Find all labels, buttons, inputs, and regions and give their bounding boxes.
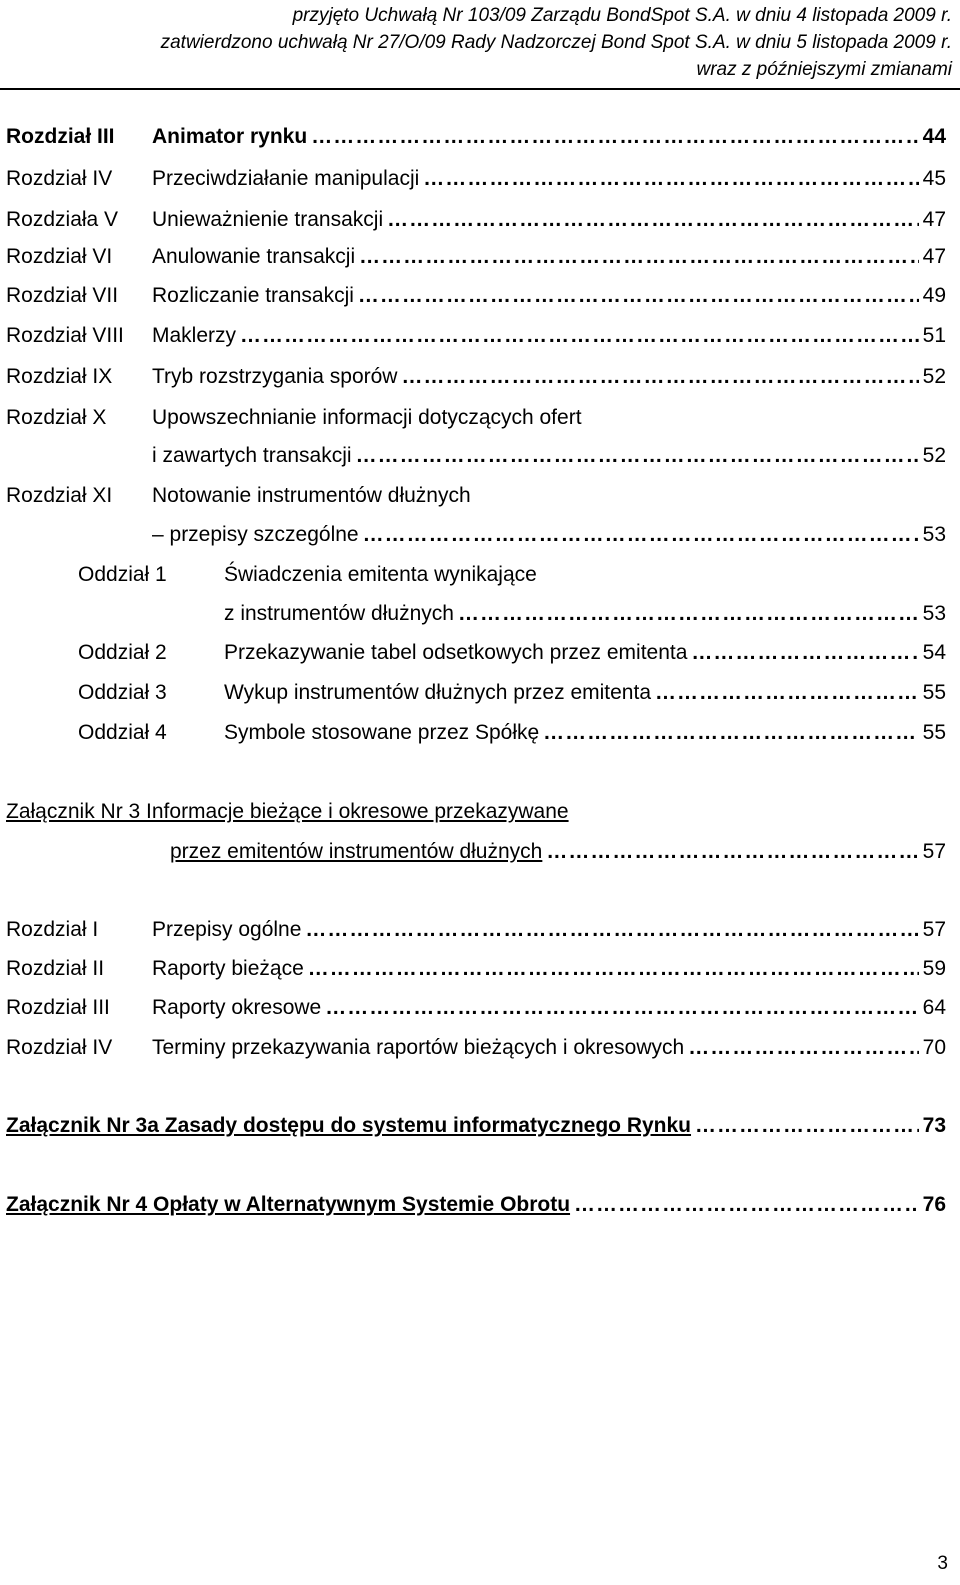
toc-label: Rozdziała V — [6, 208, 119, 231]
toc-page: 54 — [922, 641, 946, 664]
toc-page: 57 — [922, 918, 946, 941]
toc-label: Rozdział IV — [6, 1036, 113, 1059]
toc-leader — [423, 162, 918, 196]
toc-page: 53 — [922, 523, 946, 546]
toc-leader — [401, 360, 918, 394]
toc-page: 52 — [922, 365, 946, 388]
toc-label: Rozdział III — [6, 996, 110, 1019]
toc-entry[interactable] — [78, 636, 946, 670]
toc-title: i zawartych transakcji — [152, 444, 352, 467]
toc-title: przez emitentów instrumentów dłużnych — [170, 840, 543, 863]
toc-label: Rozdział I — [6, 918, 99, 941]
toc-label: Oddział 3 — [78, 681, 167, 704]
toc-page: 49 — [922, 284, 946, 307]
toc-leader — [691, 636, 918, 670]
toc-label: Rozdział XI — [6, 484, 113, 507]
toc-appendix-entry[interactable] — [6, 1188, 946, 1222]
toc-leader — [574, 1188, 919, 1222]
toc-label: Rozdział VII — [6, 284, 119, 307]
toc-leader — [305, 913, 918, 947]
toc-leader — [543, 716, 918, 750]
toc-entry[interactable] — [78, 558, 946, 592]
toc-title: Symbole stosowane przez Spółkę — [224, 721, 540, 744]
toc-entry[interactable] — [6, 360, 946, 394]
toc-title: Raporty bieżące — [152, 957, 304, 980]
toc-entry[interactable] — [6, 203, 946, 237]
toc-title: Przekazywanie tabel odsetkowych przez emitenta — [224, 641, 688, 664]
toc-entry[interactable] — [6, 162, 946, 196]
toc-leader — [308, 952, 919, 986]
toc-label: Rozdział IX — [6, 365, 113, 388]
toc-title: Rozliczanie transakcji — [152, 284, 354, 307]
toc-page: 73 — [922, 1114, 946, 1137]
toc-entry[interactable] — [6, 1031, 946, 1065]
toc-page: 45 — [922, 167, 946, 190]
toc-page: 76 — [922, 1193, 946, 1216]
toc-title: Notowanie instrumentów dłużnych — [152, 484, 471, 507]
toc-label: Oddział 2 — [78, 641, 167, 664]
toc-title: Wykup instrumentów dłużnych przez emitenta — [224, 681, 651, 704]
toc-entry[interactable] — [78, 597, 946, 631]
toc-entry[interactable] — [78, 716, 946, 750]
toc-title: Unieważnienie transakcji — [152, 208, 384, 231]
toc-title: Maklerzy — [152, 324, 237, 347]
toc-title: Tryb rozstrzygania sporów — [152, 365, 398, 388]
toc-title: Terminy przekazywania raportów bieżących i okresowych — [152, 1036, 685, 1059]
toc-entry[interactable] — [6, 240, 946, 274]
toc-page: 59 — [922, 957, 946, 980]
toc-leader — [387, 203, 919, 237]
toc-page: 47 — [922, 245, 946, 268]
toc-entry[interactable] — [6, 439, 946, 473]
toc-page: 52 — [922, 444, 946, 467]
toc-page: 57 — [922, 840, 946, 863]
toc-leader — [311, 120, 918, 154]
toc-leader — [688, 1031, 918, 1065]
toc-label: Rozdział X — [6, 406, 107, 429]
toc-label: Rozdział VIII — [6, 324, 124, 347]
toc-entry[interactable] — [6, 279, 946, 313]
toc-leader — [358, 279, 919, 313]
toc-leader — [240, 319, 919, 353]
toc-title: Upowszechnianie informacji dotyczących ofert — [152, 406, 582, 429]
header-line-3: wraz z późniejszymi zmianami — [696, 59, 952, 80]
toc-leader — [325, 991, 918, 1025]
document-header — [161, 2, 952, 83]
toc-entry[interactable] — [6, 479, 946, 513]
header-line-2: zatwierdzono uchwałą Nr 27/O/09 Rady Nadzorczej Bond Spot S.A. w dniu 5 listopada 2009 r. — [160, 32, 952, 53]
toc-page: 51 — [922, 324, 946, 347]
toc-leader — [359, 240, 919, 274]
header-divider — [0, 88, 960, 90]
toc-appendix-entry[interactable] — [6, 795, 946, 829]
toc-title: Załącznik Nr 3 Informacje bieżące i okresowe przekazywane — [6, 800, 569, 823]
toc-title: Świadczenia emitenta wynikające — [224, 563, 537, 586]
header-line-1: przyjęto Uchwałą Nr 103/09 Zarządu BondSpot S.A. w dniu 4 listopada 2009 r. — [292, 5, 952, 26]
toc-entry[interactable] — [6, 952, 946, 986]
toc-page: 70 — [922, 1036, 946, 1059]
toc-leader — [695, 1109, 919, 1143]
toc-leader — [458, 597, 919, 631]
toc-entry[interactable] — [6, 120, 946, 154]
toc-appendix-entry[interactable] — [6, 835, 946, 869]
toc-title: z instrumentów dłużnych — [224, 602, 454, 625]
toc-title: Anulowanie transakcji — [152, 245, 356, 268]
toc-title: Przeciwdziałanie manipulacji — [152, 167, 420, 190]
toc-title: Załącznik Nr 3a Zasady dostępu do systemu informatycznego Rynku — [6, 1114, 692, 1137]
toc-label: Rozdział III — [6, 125, 115, 148]
toc-entry[interactable] — [78, 676, 946, 710]
toc-title: Załącznik Nr 4 Opłaty w Alternatywnym Systemie Obrotu — [6, 1193, 571, 1216]
toc-title: – przepisy szczególne — [152, 523, 359, 546]
toc-label: Oddział 1 — [78, 563, 167, 586]
toc-page: 53 — [922, 602, 946, 625]
toc-entry[interactable] — [6, 913, 946, 947]
toc-label: Rozdział II — [6, 957, 105, 980]
toc-page: 47 — [922, 208, 946, 231]
toc-entry[interactable] — [6, 401, 946, 435]
toc-page: 55 — [922, 721, 946, 744]
page-number: 3 — [937, 1553, 948, 1574]
toc-page: 44 — [922, 125, 946, 148]
toc-entry[interactable] — [6, 991, 946, 1025]
toc-title: Raporty okresowe — [152, 996, 322, 1019]
toc-leader — [363, 518, 919, 552]
toc-leader — [546, 835, 918, 869]
toc-title: Przepisy ogólne — [152, 918, 302, 941]
toc-label: Oddział 4 — [78, 721, 167, 744]
toc-page: 55 — [922, 681, 946, 704]
toc-entry[interactable] — [6, 518, 946, 552]
toc-title: Animator rynku — [152, 125, 308, 148]
toc-entry[interactable] — [6, 319, 946, 353]
toc-leader — [356, 439, 919, 473]
toc-appendix-entry[interactable] — [6, 1109, 946, 1143]
toc-leader — [655, 676, 919, 710]
toc-label: Rozdział IV — [6, 167, 113, 190]
toc-page: 64 — [922, 996, 946, 1019]
toc-label: Rozdział VI — [6, 245, 113, 268]
